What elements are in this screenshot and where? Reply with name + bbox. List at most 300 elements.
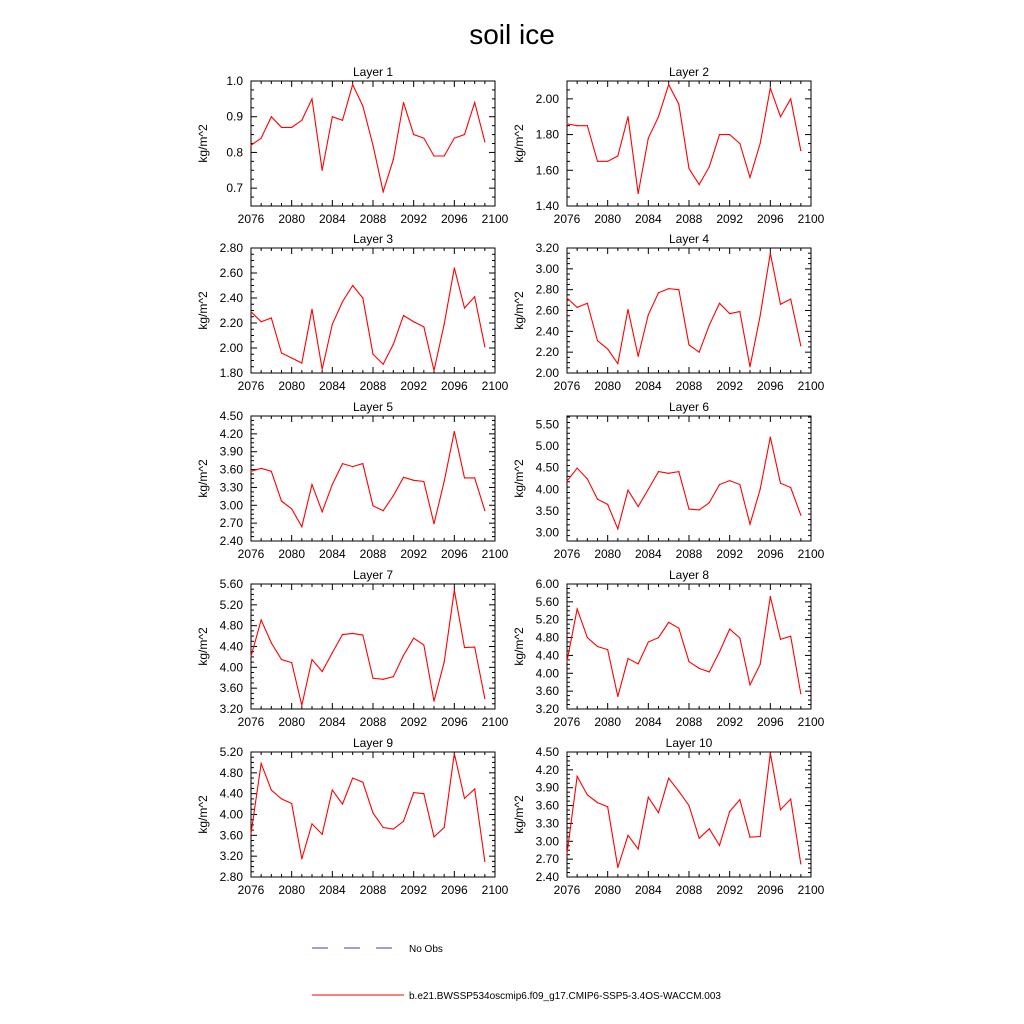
x-tick-label: 2088	[675, 212, 703, 226]
x-tick-label: 2084	[318, 547, 346, 561]
y-tick-label: 3.20	[219, 702, 243, 716]
data-point	[464, 307, 465, 308]
x-tick-label: 2096	[440, 547, 468, 561]
x-tick-label: 2096	[756, 547, 784, 561]
data-point	[423, 793, 424, 794]
x-tick-label: 2084	[634, 883, 662, 897]
data-point	[668, 84, 669, 85]
data-point	[597, 499, 598, 500]
y-tick-label: 2.80	[535, 282, 559, 297]
data-point	[617, 363, 618, 364]
data-point	[648, 489, 649, 490]
panel-layer-7	[196, 568, 509, 729]
data-point	[688, 509, 689, 510]
data-point	[261, 468, 262, 469]
data-point	[577, 468, 578, 469]
data-point	[474, 788, 475, 789]
data-point	[423, 644, 424, 645]
data-point	[403, 477, 404, 478]
y-axis-label: kg/m^2	[196, 459, 210, 498]
y-tick-label: 4.50	[535, 745, 559, 759]
data-point	[719, 845, 720, 846]
data-point	[291, 127, 292, 128]
y-tick-label: 3.20	[535, 241, 559, 255]
panel-layer-6	[512, 400, 825, 561]
series-line	[567, 597, 801, 697]
x-tick-label: 2100	[797, 547, 825, 561]
y-axis-label: kg/m^2	[196, 795, 210, 834]
y-axis-label: kg/m^2	[512, 795, 526, 834]
y-axis-label: kg/m^2	[196, 627, 210, 666]
x-tick-label: 2100	[481, 883, 509, 897]
x-tick-label: 2076	[553, 212, 581, 226]
x-tick-label: 2088	[359, 883, 387, 897]
panel-layer-1	[196, 65, 509, 226]
y-tick-label: 5.50	[535, 417, 559, 432]
y-tick-label: 5.00	[535, 439, 559, 454]
data-point	[780, 304, 781, 305]
y-tick-label: 0.8	[226, 145, 243, 160]
data-point	[607, 348, 608, 349]
data-point	[301, 526, 302, 527]
data-point	[291, 357, 292, 358]
data-point	[383, 510, 384, 511]
x-tick-label: 2096	[756, 212, 784, 226]
x-tick-label: 2076	[553, 379, 581, 393]
x-tick-label: 2080	[278, 547, 306, 561]
data-point	[291, 662, 292, 663]
data-point	[800, 863, 801, 864]
data-point	[709, 166, 710, 167]
data-point	[352, 466, 353, 467]
data-point	[760, 664, 761, 665]
y-tick-label: 0.7	[226, 181, 243, 196]
x-tick-label: 2088	[675, 379, 703, 393]
data-point	[362, 634, 363, 635]
data-point	[688, 344, 689, 345]
x-tick-label: 2088	[675, 547, 703, 561]
data-point	[322, 369, 323, 370]
data-point	[444, 155, 445, 156]
data-point	[800, 345, 801, 346]
data-point	[638, 356, 639, 357]
figure-title: soil ice	[469, 19, 555, 50]
x-tick-label: 2096	[440, 715, 468, 729]
data-point	[393, 828, 394, 829]
x-tick-label: 2092	[400, 212, 428, 226]
data-point	[250, 471, 251, 472]
data-point	[281, 501, 282, 502]
legend-entry-no-obs	[312, 944, 443, 955]
data-point	[749, 524, 750, 525]
data-point	[454, 431, 455, 432]
y-tick-label: 5.60	[535, 594, 559, 609]
data-point	[566, 853, 567, 854]
data-point	[291, 508, 292, 509]
y-tick-label: 2.40	[219, 534, 243, 548]
panel-title: Layer 1	[352, 65, 394, 79]
data-point	[729, 313, 730, 314]
data-point	[648, 314, 649, 315]
data-point	[627, 309, 628, 310]
data-point	[699, 838, 700, 839]
plot-frame	[251, 416, 495, 541]
legend-entry-run	[312, 991, 721, 1002]
y-axis-label: kg/m^2	[512, 291, 526, 330]
data-point	[587, 303, 588, 304]
y-tick-label: 4.50	[219, 409, 243, 423]
data-point	[413, 321, 414, 322]
data-point	[474, 102, 475, 103]
data-point	[749, 366, 750, 367]
panel-title: Layer 4	[668, 232, 710, 246]
x-tick-label: 2100	[797, 715, 825, 729]
y-tick-label: 5.20	[219, 745, 243, 759]
data-point	[322, 170, 323, 171]
y-tick-label: 1.40	[535, 199, 559, 213]
data-point	[790, 487, 791, 488]
data-point	[760, 489, 761, 490]
y-tick-label: 2.00	[219, 341, 243, 355]
data-point	[668, 778, 669, 779]
data-point	[800, 693, 801, 694]
data-point	[739, 637, 740, 638]
x-tick-label: 2100	[797, 379, 825, 393]
x-tick-label: 2092	[400, 379, 428, 393]
y-tick-label: 3.00	[219, 498, 243, 513]
data-point	[342, 463, 343, 464]
x-tick-label: 2080	[278, 715, 306, 729]
x-tick-label: 2076	[553, 547, 581, 561]
data-point	[332, 484, 333, 485]
data-point	[648, 797, 649, 798]
data-point	[749, 684, 750, 685]
panel-title: Layer 10	[665, 736, 713, 750]
data-point	[719, 303, 720, 304]
x-tick-label: 2100	[481, 715, 509, 729]
data-point	[393, 495, 394, 496]
data-point	[749, 837, 750, 838]
data-point	[271, 471, 272, 472]
data-point	[403, 102, 404, 103]
data-point	[403, 315, 404, 316]
data-point	[291, 803, 292, 804]
data-point	[484, 346, 485, 347]
data-point	[638, 848, 639, 849]
x-tick-label: 2092	[400, 883, 428, 897]
data-point	[250, 833, 251, 834]
data-point	[668, 288, 669, 289]
y-tick-label: 3.20	[219, 849, 243, 864]
data-point	[566, 297, 567, 298]
data-point	[332, 789, 333, 790]
data-point	[383, 191, 384, 192]
data-point	[271, 317, 272, 318]
data-point	[719, 484, 720, 485]
data-point	[648, 641, 649, 642]
data-point	[281, 352, 282, 353]
data-point	[444, 324, 445, 325]
data-point	[749, 177, 750, 178]
x-tick-label: 2076	[553, 883, 581, 897]
x-tick-label: 2080	[594, 212, 622, 226]
y-tick-label: 2.00	[535, 91, 559, 106]
data-point	[770, 596, 771, 597]
data-point	[709, 671, 710, 672]
data-point	[311, 309, 312, 310]
x-tick-label: 2080	[594, 379, 622, 393]
y-tick-label: 2.60	[535, 303, 559, 318]
data-point	[770, 753, 771, 754]
data-point	[413, 480, 414, 481]
x-tick-label: 2076	[237, 883, 265, 897]
data-point	[566, 480, 567, 481]
data-point	[464, 798, 465, 799]
data-point	[729, 134, 730, 135]
data-point	[393, 344, 394, 345]
data-point	[413, 134, 414, 135]
x-tick-label: 2092	[716, 379, 744, 393]
y-tick-label: 5.60	[219, 577, 243, 591]
panel-layer-5	[196, 400, 509, 561]
data-point	[577, 608, 578, 609]
data-point	[658, 471, 659, 472]
y-tick-label: 4.00	[535, 482, 559, 497]
data-point	[760, 143, 761, 144]
y-tick-label: 2.40	[219, 291, 243, 305]
legend	[312, 944, 721, 1002]
data-point	[352, 777, 353, 778]
data-point	[597, 802, 598, 803]
data-point	[627, 835, 628, 836]
panel-title: Layer 9	[352, 736, 394, 750]
data-point	[607, 649, 608, 650]
data-point	[372, 145, 373, 146]
x-tick-label: 2076	[237, 715, 265, 729]
series-line	[567, 253, 801, 367]
x-tick-label: 2076	[237, 547, 265, 561]
data-point	[322, 834, 323, 835]
x-tick-label: 2088	[359, 379, 387, 393]
data-point	[607, 161, 608, 162]
plot-frame	[567, 752, 811, 877]
y-tick-label: 2.40	[535, 324, 559, 339]
x-tick-label: 2084	[634, 715, 662, 729]
series-line	[251, 268, 485, 371]
y-tick-label: 3.30	[535, 816, 559, 831]
data-point	[739, 143, 740, 144]
data-point	[271, 642, 272, 643]
data-point	[627, 490, 628, 491]
data-point	[790, 636, 791, 637]
y-tick-label: 4.40	[535, 648, 559, 663]
data-point	[648, 138, 649, 139]
data-point	[739, 799, 740, 800]
data-point	[311, 823, 312, 824]
series-line	[251, 754, 485, 862]
panel-title: Layer 8	[668, 568, 710, 582]
y-axis-label: kg/m^2	[196, 291, 210, 330]
data-point	[423, 326, 424, 327]
data-point	[770, 88, 771, 89]
data-point	[566, 661, 567, 662]
data-point	[261, 619, 262, 620]
x-tick-label: 2080	[278, 379, 306, 393]
data-point	[464, 647, 465, 648]
y-tick-label: 4.80	[219, 765, 243, 780]
data-point	[454, 138, 455, 139]
data-point	[332, 652, 333, 653]
data-point	[577, 125, 578, 126]
y-tick-label: 3.90	[219, 444, 243, 459]
x-tick-label: 2096	[440, 883, 468, 897]
y-tick-label: 4.50	[535, 460, 559, 475]
y-tick-label: 1.80	[535, 127, 559, 142]
y-tick-label: 2.00	[535, 366, 559, 380]
data-point	[597, 161, 598, 162]
x-tick-label: 2096	[756, 883, 784, 897]
panel-title: Layer 6	[668, 400, 710, 414]
data-point	[342, 120, 343, 121]
plot-frame	[251, 584, 495, 709]
series-line	[567, 437, 801, 529]
data-point	[352, 285, 353, 286]
y-tick-label: 4.00	[219, 807, 243, 822]
panel-title: Layer 5	[352, 400, 394, 414]
data-point	[413, 792, 414, 793]
y-axis-label: kg/m^2	[512, 124, 526, 163]
x-tick-label: 2088	[359, 547, 387, 561]
data-point	[638, 663, 639, 664]
data-point	[688, 805, 689, 806]
data-point	[311, 659, 312, 660]
data-point	[699, 509, 700, 510]
y-tick-label: 4.80	[219, 618, 243, 633]
x-tick-label: 2100	[797, 883, 825, 897]
x-tick-label: 2092	[400, 547, 428, 561]
data-point	[617, 528, 618, 529]
y-axis-label: kg/m^2	[512, 627, 526, 666]
x-tick-label: 2084	[318, 715, 346, 729]
x-tick-label: 2100	[797, 212, 825, 226]
y-tick-label: 2.80	[219, 870, 243, 884]
x-tick-label: 2092	[400, 715, 428, 729]
data-point	[607, 806, 608, 807]
y-tick-label: 2.20	[219, 316, 243, 330]
y-tick-label: 5.20	[219, 597, 243, 612]
data-point	[372, 354, 373, 355]
data-point	[729, 480, 730, 481]
x-tick-label: 2080	[594, 547, 622, 561]
y-tick-label: 4.80	[535, 630, 559, 645]
x-tick-label: 2096	[440, 212, 468, 226]
data-point	[627, 658, 628, 659]
series-line	[567, 85, 801, 194]
data-point	[780, 483, 781, 484]
data-point	[484, 510, 485, 511]
y-tick-label: 4.00	[535, 666, 559, 681]
data-point	[587, 637, 588, 638]
x-tick-label: 2080	[594, 883, 622, 897]
data-point	[433, 155, 434, 156]
panel-layer-4	[512, 232, 825, 393]
x-tick-label: 2096	[756, 379, 784, 393]
data-point	[668, 473, 669, 474]
data-point	[638, 506, 639, 507]
data-point	[383, 364, 384, 365]
panels	[196, 65, 825, 897]
y-tick-label: 3.00	[535, 525, 559, 540]
y-tick-label: 2.60	[219, 266, 243, 280]
y-tick-label: 4.40	[219, 786, 243, 801]
data-point	[484, 861, 485, 862]
data-point	[760, 836, 761, 837]
data-point	[577, 307, 578, 308]
data-point	[301, 120, 302, 121]
data-point	[699, 668, 700, 669]
data-point	[627, 116, 628, 117]
data-point	[332, 324, 333, 325]
plot-frame	[567, 584, 811, 709]
data-point	[403, 821, 404, 822]
data-point	[281, 127, 282, 128]
data-point	[271, 116, 272, 117]
data-point	[699, 184, 700, 185]
plot-frame	[567, 416, 811, 541]
plot-frame	[567, 248, 811, 373]
data-point	[484, 698, 485, 699]
data-point	[678, 104, 679, 105]
y-tick-label: 2.70	[535, 852, 559, 867]
data-point	[311, 484, 312, 485]
data-point	[790, 298, 791, 299]
data-point	[658, 637, 659, 638]
data-point	[484, 141, 485, 142]
data-point	[658, 116, 659, 117]
panel-layer-10	[512, 736, 825, 897]
x-tick-label: 2088	[675, 883, 703, 897]
x-tick-label: 2088	[675, 715, 703, 729]
data-point	[444, 827, 445, 828]
panel-layer-2	[512, 65, 825, 226]
data-point	[433, 523, 434, 524]
data-point	[729, 811, 730, 812]
data-point	[688, 168, 689, 169]
x-tick-label: 2076	[237, 379, 265, 393]
panel-layer-3	[196, 232, 509, 393]
data-point	[250, 311, 251, 312]
x-tick-label: 2088	[359, 212, 387, 226]
data-point	[729, 628, 730, 629]
data-point	[607, 504, 608, 505]
y-tick-label: 5.20	[535, 612, 559, 627]
y-tick-label: 4.00	[219, 660, 243, 675]
data-point	[433, 701, 434, 702]
data-point	[770, 253, 771, 254]
y-tick-label: 3.20	[535, 702, 559, 716]
data-point	[739, 311, 740, 312]
data-point	[444, 662, 445, 663]
data-point	[261, 321, 262, 322]
y-axis-label: kg/m^2	[512, 459, 526, 498]
y-tick-label: 4.20	[219, 426, 243, 441]
x-tick-label: 2084	[318, 379, 346, 393]
y-tick-label: 3.60	[219, 462, 243, 477]
data-point	[709, 324, 710, 325]
data-point	[597, 340, 598, 341]
y-tick-label: 3.30	[219, 480, 243, 495]
data-point	[322, 671, 323, 672]
